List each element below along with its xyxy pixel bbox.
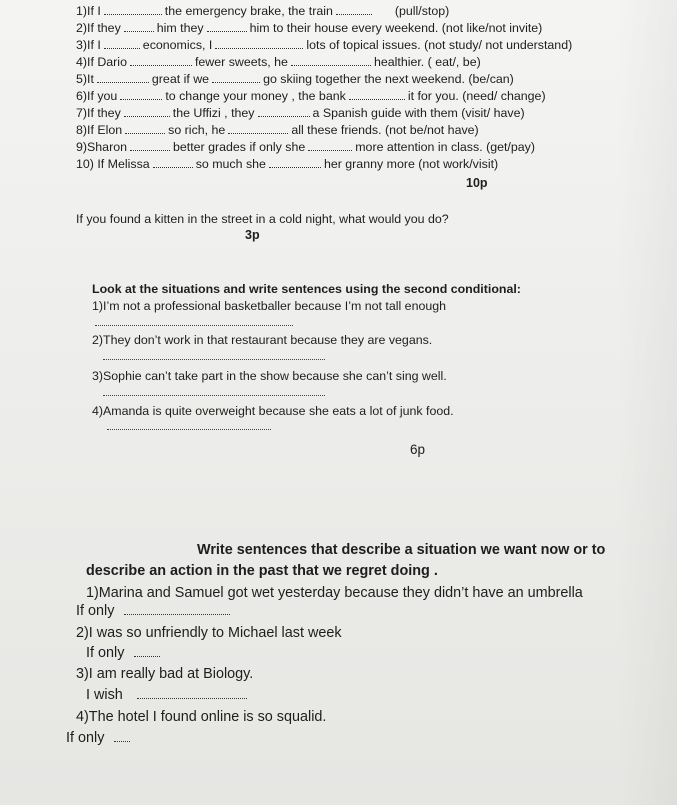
ex3-heading-line1: Write sentences that describe a situation we want now or to (197, 542, 606, 558)
answer-line[interactable] (107, 428, 271, 430)
answer-blank[interactable] (114, 731, 130, 742)
ex2-item: 3)Sophie can’t take part in the show because she can’t sing well. (92, 369, 447, 383)
ex2-score: 6p (410, 442, 426, 457)
answer-blank[interactable] (349, 89, 405, 100)
ex2-item: 2)They don’t work in that restaurant because they are vegans. (92, 333, 433, 347)
answer-line[interactable] (103, 394, 325, 396)
answer-blank[interactable] (215, 38, 303, 49)
ex3-heading-line2: describe an action in the past that we regret doing . (86, 563, 438, 579)
answer-blank[interactable] (124, 21, 154, 32)
answer-blank[interactable] (258, 106, 310, 117)
ex1-item: 6)If you to change your money , the bank it for you. (need/ change) (76, 89, 546, 103)
ex3-item: 1)Marina and Samuel got wet yesterday because they didn’t have an umbrella (86, 585, 583, 601)
ex1-item: 9)Sharon better grades if only she more attention in class. (get/pay) (76, 140, 535, 154)
answer-blank[interactable] (130, 55, 192, 66)
answer-blank[interactable] (291, 55, 371, 66)
answer-blank[interactable] (120, 89, 162, 100)
ex3-item: 3)I am really bad at Biology. (76, 666, 254, 682)
page-shadow (617, 0, 677, 805)
ex3-item-prompt: If only (76, 602, 233, 620)
answer-blank[interactable] (269, 157, 321, 168)
answer-blank[interactable] (336, 4, 372, 15)
ex1-item: 8)If Elon so rich, he all these friends. (not be/not have) (76, 123, 479, 137)
ex1-item: 3)If I economics, I lots of topical issues. (not study/ not understand) (76, 38, 573, 52)
ex1-score: 10p (466, 176, 488, 190)
answer-line[interactable] (103, 358, 325, 360)
ex3-item: 4)The hotel I found online is so squalid. (76, 709, 327, 725)
ex3-item-prompt: If only (66, 729, 133, 747)
answer-blank[interactable] (308, 140, 352, 151)
question-score: 3p (245, 228, 260, 242)
answer-blank[interactable] (137, 688, 247, 699)
ex1-item: 1)If I the emergency brake, the train (pull/stop) (76, 4, 450, 18)
question-text: If you found a kitten in the street in a cold night, what would you do? (76, 212, 449, 226)
ex3-item: 2)I was so unfriendly to Michael last week (76, 625, 342, 641)
answer-blank[interactable] (125, 123, 165, 134)
ex1-item: 2)If they him they him to their house every weekend. (not like/not invite) (76, 21, 543, 35)
ex2-item: 4)Amanda is quite overweight because she eats a lot of junk food. (92, 404, 454, 418)
ex2-heading: Look at the situations and write sentences using the second conditional: (92, 282, 521, 296)
ex1-item: 5)It great if we go skiing together the next weekend. (be/can) (76, 72, 514, 86)
ex2-item: 1)I’m not a professional basketballer because I’m not tall enough (92, 299, 447, 313)
answer-blank[interactable] (207, 21, 247, 32)
answer-line[interactable] (95, 324, 293, 326)
answer-blank[interactable] (134, 646, 160, 657)
answer-blank[interactable] (97, 72, 149, 83)
answer-blank[interactable] (124, 604, 230, 615)
ex1-item: 4)If Dario fewer sweets, he healthier. ( eat/, be) (76, 55, 481, 69)
answer-blank[interactable] (212, 72, 260, 83)
ex1-item: 10) If Melissa so much she her granny more (not work/visit) (76, 157, 499, 171)
answer-blank[interactable] (130, 140, 170, 151)
answer-blank[interactable] (153, 157, 193, 168)
answer-blank[interactable] (104, 4, 162, 15)
ex3-item-prompt: I wish (86, 686, 250, 704)
answer-blank[interactable] (124, 106, 170, 117)
answer-blank[interactable] (104, 38, 140, 49)
ex1-item: 7)If they the Uffizi , they a Spanish guide with them (visit/ have) (76, 106, 525, 120)
answer-blank[interactable] (228, 123, 288, 134)
ex3-item-prompt: If only (86, 644, 163, 662)
